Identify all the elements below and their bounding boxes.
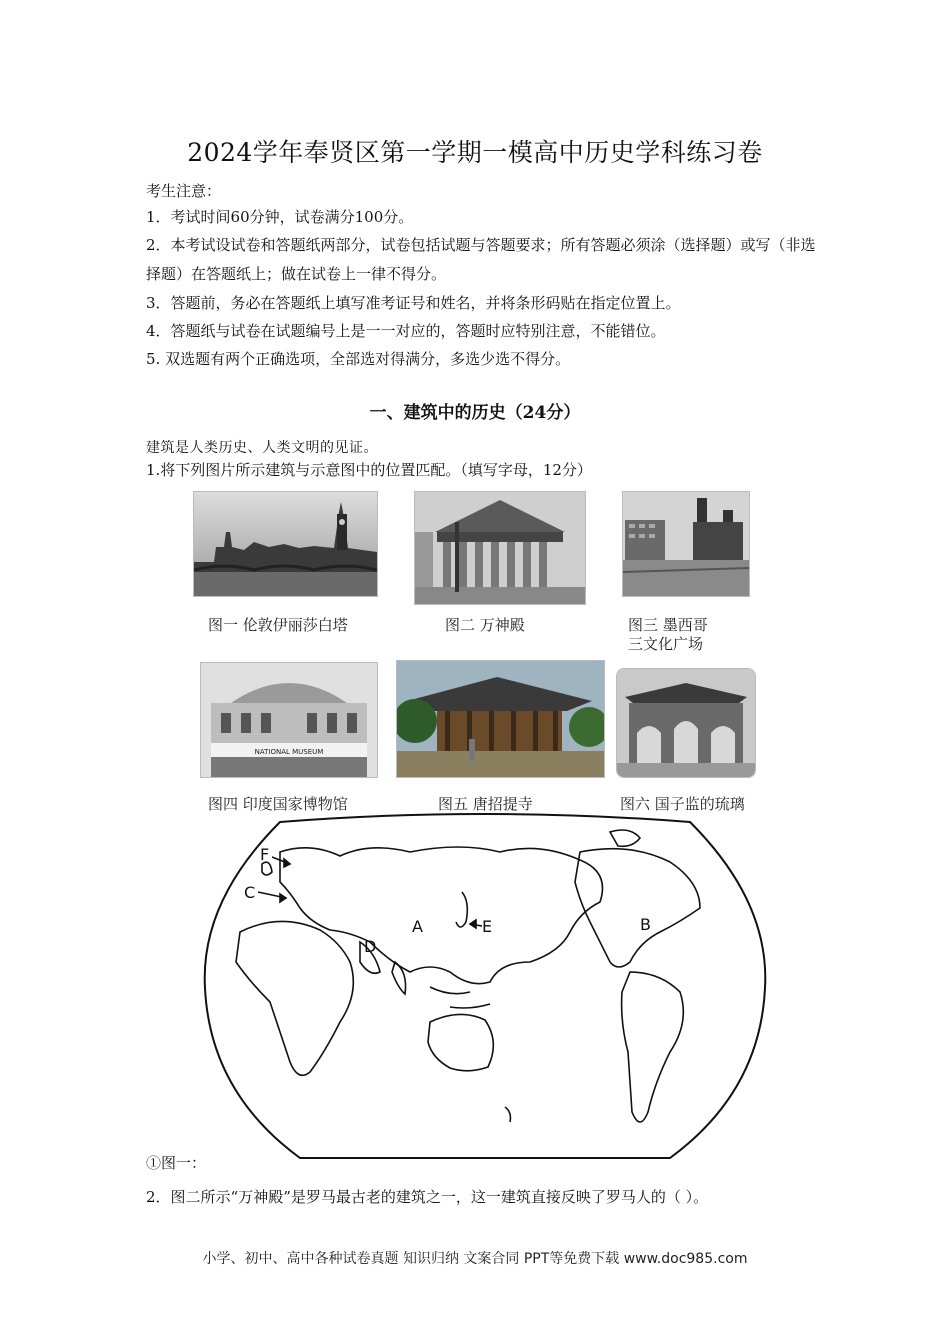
notice-item: 3．答题前，务必在答题纸上填写准考证号和姓名，并将条形码贴在指定位置上。 [146, 294, 681, 312]
figure-5-caption: 图五 唐招提寺 [438, 795, 533, 813]
page-title: 2024学年奉贤区第一学期一模高中历史学科练习卷 [187, 138, 763, 167]
page-footer: 小学、初中、高中各种试卷真题 知识归纳 文案合同 PPT等免费下载 www.doc985.com [202, 1251, 748, 1267]
map-label-b: B [640, 915, 651, 934]
figure-4-photo [200, 662, 378, 778]
map-label-e: E [482, 917, 493, 936]
map-label-f: F [260, 845, 270, 864]
map-label-a: A [412, 917, 423, 936]
map-label-c: C [244, 883, 256, 902]
figure-3-photo [622, 491, 750, 597]
museum-sign: NATIONAL MUSEUM [254, 748, 324, 756]
figure-3-caption-line1: 图三 墨西哥 [628, 616, 708, 634]
map-label-d: D [364, 937, 377, 956]
answer-1-prompt: ①图一： [146, 1154, 207, 1172]
notice-item: 1．考试时间60分钟，试卷满分100分。 [146, 208, 414, 226]
section-title: 一、建筑中的历史（24分） [369, 403, 581, 423]
world-map [200, 812, 770, 1164]
figure-4-caption: 图四 印度国家博物馆 [208, 795, 348, 813]
figure-1-caption: 图一 伦敦伊丽莎白塔 [208, 616, 348, 634]
question-1: 1.将下列图片所示建筑与示意图中的位置匹配。（填写字母，12分） [146, 461, 592, 479]
notice-item: 4．答题纸与试卷在试题编号上是一一对应的，答题时应特别注意，不能错位。 [146, 322, 666, 340]
section-intro: 建筑是人类历史、人类文明的见证。 [146, 440, 378, 456]
figure-1-photo [193, 491, 378, 597]
figure-3-caption-line2: 三文化广场 [628, 635, 704, 653]
question-2: 2．图二所示“万神殿”是罗马最古老的建筑之一，这一建筑直接反映了罗马人的（ ）。 [146, 1188, 709, 1206]
figure-2-caption: 图二 万神殿 [445, 616, 525, 634]
notice-item: 2．本考试设试卷和答题纸两部分，试卷包括试题与答题要求；所有答题必须涂（选择题）或写（非选择题）在答题纸上；做在试卷上一律不得分。 [146, 236, 816, 283]
figure-6-caption: 图六 国子监的琉璃 [620, 795, 745, 813]
notice-heading: 考生注意： [146, 182, 222, 200]
figure-5-photo [396, 660, 605, 778]
figure-2-photo [414, 491, 586, 605]
notice-item: 5. 双选题有两个正确选项，全部选对得满分，多选少选不得分。 [146, 350, 571, 368]
figure-6-photo [616, 668, 756, 778]
